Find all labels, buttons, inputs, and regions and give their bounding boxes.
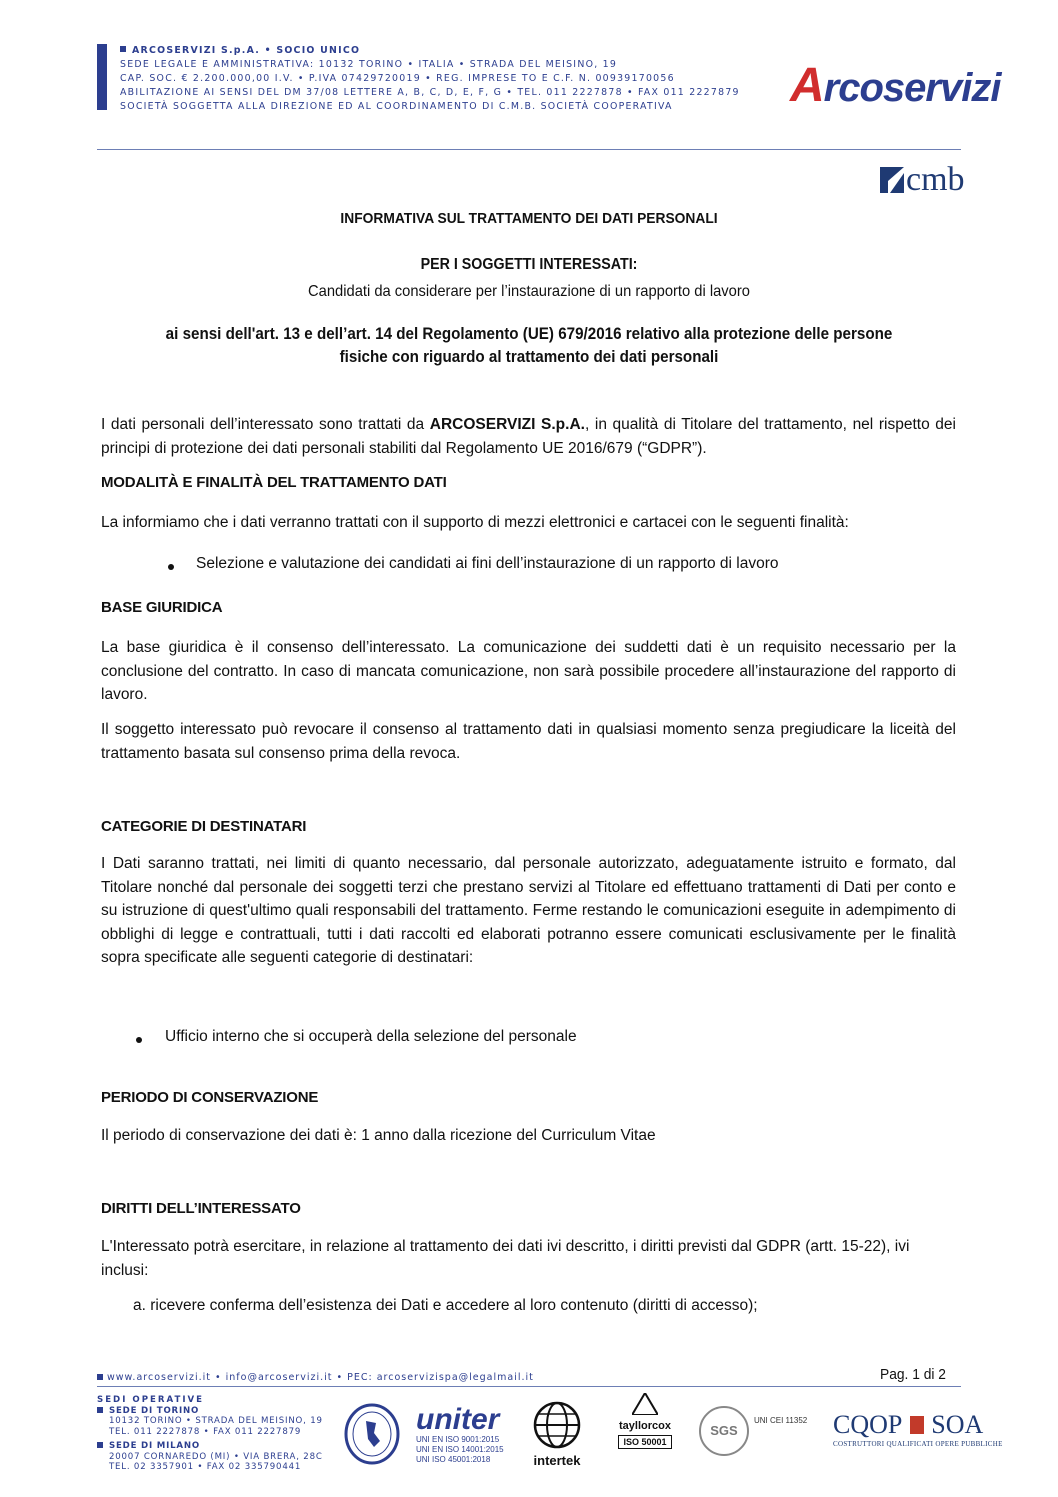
- page-number: Pag. 1 di 2: [880, 1366, 946, 1383]
- periodo-text: Il periodo di conservazione dei dati è: 1 anno dalla ricezione del Curriculum Vitae: [101, 1127, 656, 1144]
- bullet-icon: [136, 1037, 142, 1043]
- section-heading-diritti: DIRITTI DELL’INTERESSATO: [101, 1200, 301, 1217]
- list-item: Selezione e valutazione dei candidati ai fini dell’instaurazione di un rapporto di lavoro: [168, 555, 778, 573]
- arcoservizi-logo: Arcoservizi: [790, 59, 1001, 112]
- header-divider: [97, 149, 961, 150]
- cqop-mark-icon: [910, 1416, 924, 1434]
- section-heading-base: BASE GIURIDICA: [101, 599, 223, 616]
- tayllorcox-certification: tayllorcox ISO 50001: [611, 1393, 679, 1450]
- cqop-soa-logo: CQOP SOA COSTRUTTORI QUALIFICATI OPERE PUBBLICHE: [833, 1410, 1003, 1448]
- diritti-text: L'Interessato potrà esercitare, in relazione al trattamento dei dati ivi descritto, i diritti previsti dal GDPR (artt. 15-22), ivi inclusi:: [101, 1238, 910, 1279]
- tayllorcox-mark-icon: [632, 1393, 658, 1415]
- footer-contacts: www.arcoservizi.it • info@arcoservizi.it • PEC: arcoservizispa@legalmail.it: [97, 1372, 534, 1383]
- bullet-square-icon: [97, 1374, 103, 1380]
- section-heading-periodo: PERIODO DI CONSERVAZIONE: [101, 1089, 319, 1106]
- intro-paragraph: I dati personali dell’interessato sono trattati da ARCOSERVIZI S.p.A., in qualità di Titolare del trattamento, nel rispetto dei principi di protezione dei dati personali stabiliti dal Regolamento UE 2016/679 (“GDPR”).: [101, 416, 956, 457]
- accredia-seal-icon: [344, 1403, 400, 1465]
- operating-sites: SEDI OPERATIVE SEDE DI TORINO 10132 TORINO • STRADA DEL MEISINO, 19 TEL. 011 2227878 • FAX 011 2227879 SEDE DI MILANO 20007 CORNAREDO (MI) • VIA BRERA, 28C TEL. 02 3357901 • FAX 02 335790441: [97, 1395, 323, 1472]
- subjects-heading: PER I SOGGETTI INTERESSATI:: [420, 256, 638, 273]
- bullet-square-icon: [97, 1407, 103, 1413]
- legal-reference: ai sensi dell'art. 13 e dell’art. 14 del Regolamento (UE) 679/2016 relativo alla protezione delle persone fisiche con riguardo al trattamento dei dati personali: [165, 325, 893, 366]
- svg-text:SGS: SGS: [710, 1423, 738, 1438]
- cmb-logo: cmb: [880, 161, 965, 199]
- company-name-line: ARCOSERVIZI S.p.A. • SOCIO UNICO: [132, 45, 361, 56]
- categorie-text: I Dati saranno trattati, nei limiti di quanto necessario, dal personale autorizzato, adeguatamente istruito e formato, dal Titolare nonché dal personale dei soggetti terzi che prestano servizi al Titolare ed effettuano trattamenti di Dati per conto e su istruzione di quest'ultimo quali responsabili del trattamento. Ferme restando le comunicazioni eseguite in adempimento di obblighi di legge e contrattuali, tutti i dati raccolti ed elaborati potranno essere comunicati esclusivamente per le finalità sopra specificate alle seguenti categorie di destinatari:: [101, 855, 956, 966]
- section-heading-categorie: CATEGORIE DI DESTINATARI: [101, 818, 307, 835]
- footer-divider: [97, 1386, 961, 1387]
- company-info-line: SEDE LEGALE E AMMINISTRATIVA: 10132 TORINO • ITALIA • STRADA DEL MEISINO, 19: [120, 59, 618, 70]
- company-info-line: CAP. SOC. € 2.200.000,00 I.V. • P.IVA 07429720019 • REG. IMPRESE TO E C.F. N. 00939170056: [120, 73, 675, 84]
- sgs-certification: [698, 1405, 750, 1462]
- bullet-icon: [168, 564, 174, 570]
- company-info-line: SOCIETÀ SOGGETTA ALLA DIREZIONE ED AL COORDINAMENTO DI C.M.B. SOCIETÀ COOPERATIVA: [120, 101, 673, 112]
- list-item: Ufficio interno che si occuperà della selezione del personale: [136, 1028, 577, 1046]
- sgs-standard: UNI CEI 11352: [754, 1416, 808, 1425]
- document-title: INFORMATIVA SUL TRATTAMENTO DEI DATI PERSONALI: [340, 210, 718, 227]
- bullet-square-icon: [97, 1442, 103, 1448]
- modalita-text: La informiamo che i dati verranno trattati con il supporto di mezzi elettronici e cartacei con le seguenti finalità:: [101, 514, 849, 531]
- section-heading-modalita: MODALITÀ E FINALITÀ DEL TRATTAMENTO DATI: [101, 474, 447, 491]
- uniter-certification: uniter UNI EN ISO 9001:2015 UNI EN ISO 14001:2015 UNI ISO 45001:2018: [416, 1403, 504, 1464]
- company-info-block: [120, 44, 740, 114]
- bullet-square-icon: [120, 46, 126, 52]
- company-info-line: ABILITAZIONE AI SENSI DEL DM 37/08 LETTERE A, B, C, D, E, F, G • TEL. 011 2227878 • FAX 011 2227879: [120, 87, 740, 98]
- subjects-detail: Candidati da considerare per l’instaurazione di un rapporto di lavoro: [308, 283, 750, 300]
- intertek-certification: intertek: [530, 1400, 584, 1468]
- base-text-2: Il soggetto interessato può revocare il consenso al trattamento dati in qualsiasi momento senza pregiudicare la liceità del trattamento basata sul consenso prima della revoca.: [101, 721, 956, 762]
- globe-icon: [532, 1400, 582, 1450]
- header-accent-bar: [97, 44, 107, 110]
- base-text-1: La base giuridica è il consenso dell’interessato. La comunicazione dei suddetti dati è un requisito necessario per la conclusione del contratto. In caso di mancata comunicazione, non sarà possibile procedere all’instaurazione del rapporto di lavoro.: [101, 639, 956, 703]
- sgs-seal-icon: [698, 1405, 750, 1457]
- cmb-mark-icon: [880, 167, 904, 193]
- diritti-item-a: a. ricevere conferma dell’esistenza dei Dati e accedere al loro contenuto (diritti di accesso);: [133, 1297, 758, 1314]
